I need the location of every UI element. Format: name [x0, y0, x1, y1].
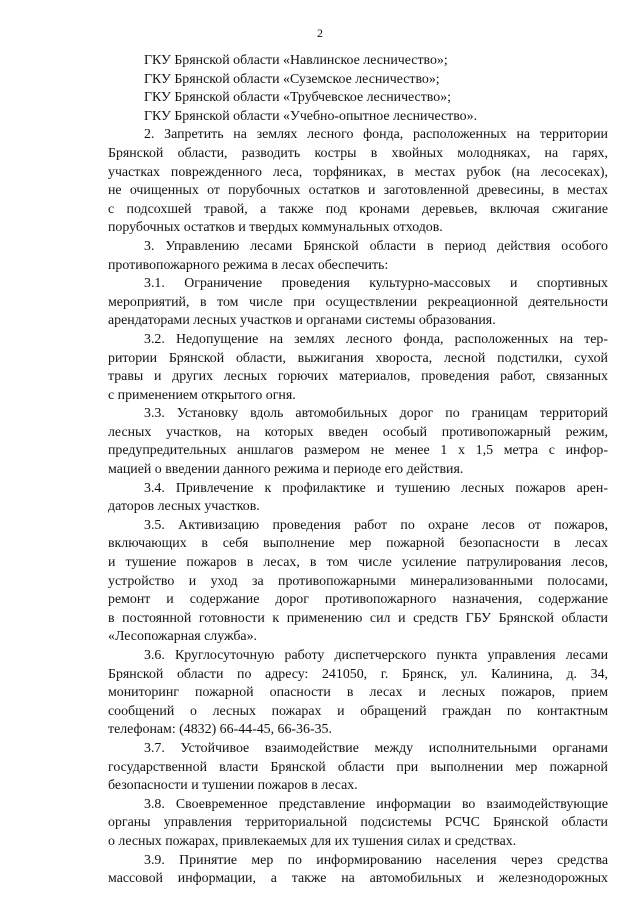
paragraph-line: Брянской области, разводить костры в хвойных молодняках, на гарях,: [108, 145, 608, 161]
list-item: ГКУ Брянской области «Учебно-опытное лесничество».: [144, 108, 478, 124]
paragraph-line: 3. Управлению лесами Брянской области в период действия особого: [144, 238, 608, 254]
paragraph: [108, 852, 608, 889]
paragraph-line: Брянской области по адресу: 241050, г. Брянск, ул. Калинина, д. 34,: [108, 666, 608, 682]
paragraph-line: арендаторами лесных участков и органами системы образования.: [108, 313, 496, 329]
paragraph-line: ремонт и содержание дорог противопожарного назначения, содержание: [108, 592, 608, 608]
paragraph-line: 3.8. Своевременное представление информации во взаимодействующие: [144, 796, 608, 812]
page-number: 2: [317, 26, 323, 40]
paragraph-line: 3.9. Принятие мер по информированию населения через средства: [144, 852, 608, 868]
paragraph-line: 3.3. Установку вдоль автомобильных дорог по границам территорий: [144, 406, 608, 422]
paragraph-line: противопожарного режима в лесах обеспечить:: [108, 257, 389, 273]
paragraph: [108, 331, 608, 405]
paragraph-line: сообщений о лесных пожарах и обращений граждан по контактным: [108, 703, 608, 719]
list-item: ГКУ Брянской области «Навлинское лесничество»;: [144, 53, 448, 68]
paragraph-line: ритории Брянской области, выжигания хвороста, лесной подстилки, сухой: [108, 350, 608, 366]
paragraph: [108, 275, 608, 331]
paragraph-line: лесных участков, на которых введен особый противопожарный режим,: [108, 424, 608, 440]
paragraph-line: 3.5. Активизацию проведения работ по охране лесов от пожаров,: [144, 517, 608, 533]
paragraph-line: мониторинг пожарной опасности в лесах и лесных пожаров, прием: [108, 685, 608, 701]
paragraph: [108, 405, 608, 479]
paragraph-line: 3.2. Недопущение на землях лесного фонда, расположенных на тер-: [144, 331, 608, 347]
document-body: [108, 52, 608, 889]
paragraph-line: 3.6. Круглосуточную работу диспетчерского пункта управления лесами: [144, 648, 608, 663]
paragraph-line: 3.7. Устойчивое взаимодействие между исполнительными органами: [144, 740, 608, 756]
paragraph-line: травы и других лесных горючих материалов, проведения работ, связанных: [108, 369, 608, 385]
paragraph: [108, 647, 608, 740]
paragraph-line: 2. Запретить на землях лесного фонда, расположенных на территории: [144, 127, 608, 143]
paragraph: [108, 740, 608, 796]
paragraph-line: в постоянной готовности к применению сил и средств ГБУ Брянской области: [108, 610, 608, 626]
paragraph-line: и тушение пожаров в лесах, в том числе усиление патрулирования лесов,: [108, 555, 608, 571]
paragraph-line: массовой информации, а также на автомобильных и железнодорожных: [108, 871, 608, 887]
paragraph-line: с подсохшей травой, а также под кронами деревьев, включая сжигание: [108, 201, 608, 217]
paragraph-line: участках поврежденного леса, торфяниках, в местах рубок (на лесосеках),: [108, 164, 608, 180]
paragraph-line: 3.1. Ограничение проведения культурно-массовых и спортивных: [144, 276, 608, 292]
paragraph-line: органы управления территориальной подсистемы РСЧС Брянской области: [108, 815, 608, 831]
paragraph-line: государственной власти Брянской области при выполнении мер пожарной: [108, 759, 608, 775]
paragraph-line: с применением открытого огня.: [108, 387, 296, 403]
forestry-list: [108, 52, 608, 126]
paragraph-line: не очищенных от порубочных остатков и заготовленной древесины, в местах: [108, 183, 608, 199]
paragraph-line: порубочных остатков и твердых коммунальных отходов.: [108, 220, 443, 236]
list-item: ГКУ Брянской области «Суземское лесничество»;: [144, 71, 440, 87]
list-item: ГКУ Брянской области «Трубчевское лесничество»;: [144, 90, 452, 106]
paragraph-line: о лесных пожарах, привлекаемых для их тушения силах и средствах.: [108, 833, 517, 849]
paragraph-line: 3.4. Привлечение к профилактике и тушению лесных пожаров арен-: [144, 480, 608, 496]
paragraph: [108, 238, 608, 275]
paragraph-line: устройство и уход за противопожарными минерализованными полосами,: [108, 573, 608, 589]
paragraph-line: предупредительных аншлагов размером не менее 1 х 1,5 метра с инфор-: [108, 443, 608, 459]
paragraph-line: мероприятий, в том числе при осуществлении рекреационной деятельности: [108, 294, 608, 310]
paragraph: [108, 480, 608, 517]
paragraph-line: включающих в себя выполнение мер пожарной безопасности в лесах: [108, 536, 608, 552]
paragraphs: [108, 126, 608, 888]
paragraph-line: телефонам: (4832) 66-44-45, 66-36-35.: [108, 722, 332, 738]
paragraph: [108, 796, 608, 852]
paragraph-line: даторов лесных участков.: [108, 499, 260, 515]
paragraph: [108, 517, 608, 647]
paragraph: [108, 126, 608, 238]
paragraph-line: «Лесопожарная служба».: [108, 629, 258, 645]
paragraph-line: безопасности и тушении пожаров в лесах.: [108, 778, 358, 794]
paragraph-line: мацией о введении данного режима и периоде его действия.: [108, 462, 464, 478]
